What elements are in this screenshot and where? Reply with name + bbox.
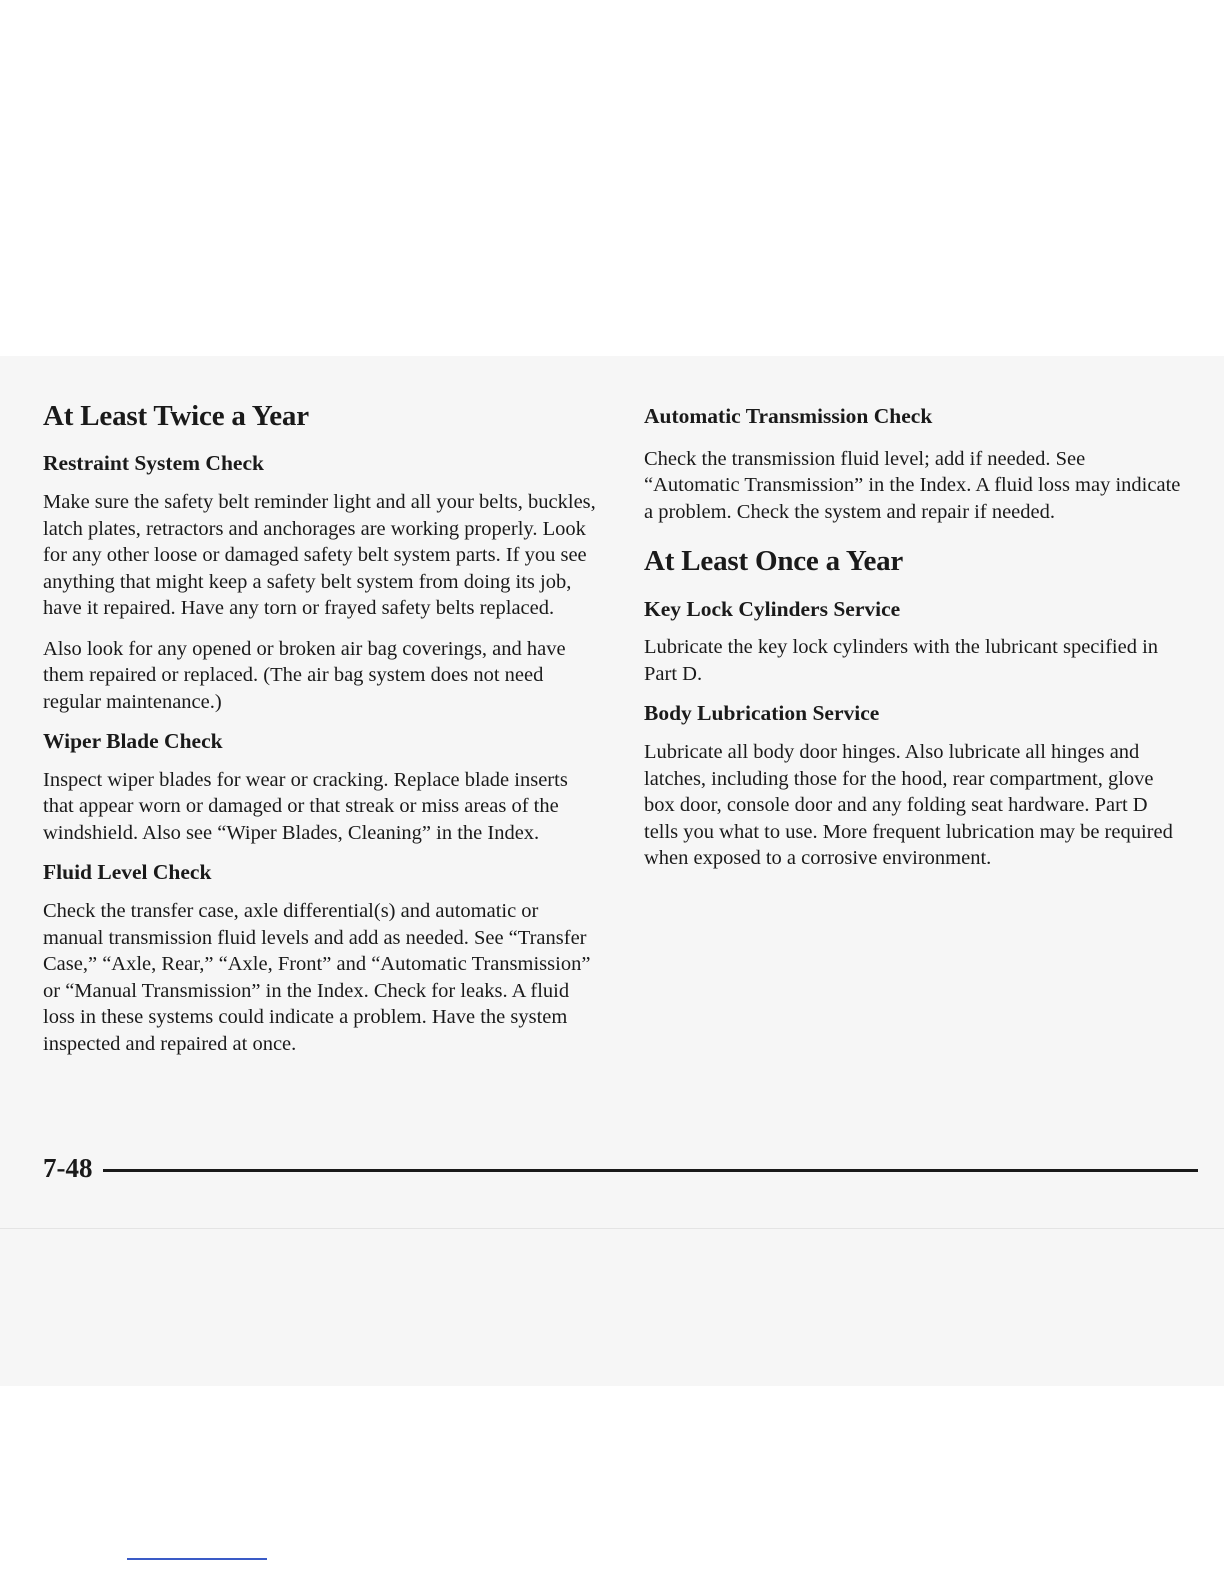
page-number: 7-48 — [43, 1152, 93, 1183]
restraint-system-heading: Restraint System Check — [43, 451, 264, 476]
wiper-blade-heading: Wiper Blade Check — [43, 729, 223, 754]
key-lock-paragraph: Lubricate the key lock cylinders with the lubricant specified in Part D. — [644, 636, 1159, 685]
transmission-check-heading: Automatic Transmission Check — [644, 404, 933, 428]
transmission-check-paragraph: Check the transmission fluid level; add if needed. See “Automatic Transmission” in the Index. A fluid loss may indicate a problem. Check the system and repair if needed. — [644, 447, 1181, 523]
key-lock-heading: Key Lock Cylinders Service — [644, 596, 901, 621]
body-lubrication-paragraph: Lubricate all body door hinges. Also lubricate all hinges and latches, including those for the hood, rear compartment, glove box door, console door and any folding seat hardware. Part D tells you what to use. More frequent lubrication may be required when exposed to a corrosive environment. — [644, 741, 1173, 870]
page-footer — [43, 1152, 1198, 1184]
left-column — [43, 400, 603, 1071]
section-title-once-a-year: At Least Once a Year — [644, 545, 904, 578]
wiper-blade-paragraph: Inspect wiper blades for wear or cracking. Replace blade inserts that appear worn or damaged or that streak or miss areas of the windshield. Also see “Wiper Blades, Cleaning” in the Index. — [43, 768, 568, 844]
restraint-system-paragraph-1: Make sure the safety belt reminder light and all your belts, buckles, latch plates, retractors and anchorages are working properly. Look for any other loose or damaged safety belt system parts. If you see anything that might keep a safety belt system from doing its job, have it repaired. Have any torn or frayed safety belts replaced. — [43, 491, 596, 620]
footer-rule — [103, 1169, 1199, 1172]
restraint-system-paragraph-2: Also look for any opened or broken air bag coverings, and have them repaired or replaced. (The air bag system does not need regular maintenance.) — [43, 637, 566, 713]
body-lubrication-heading: Body Lubrication Service — [644, 701, 880, 726]
fluid-level-paragraph: Check the transfer case, axle differential(s) and automatic or manual transmission fluid levels and add as needed. See “Transfer Case,” “Axle, Rear,” “Axle, Front” and “Automatic Transmission” or “Manual Transmission” in the Index. Check for leaks. A fluid loss in these systems could indicate a problem. Have the system inspected and repaired at once. — [43, 900, 591, 1055]
scan-edge-line — [0, 1228, 1224, 1229]
section-title-twice-a-year: At Least Twice a Year — [43, 400, 309, 432]
fluid-level-heading: Fluid Level Check — [43, 860, 212, 885]
bottom-link-underline — [127, 1558, 267, 1560]
right-column — [644, 400, 1184, 886]
